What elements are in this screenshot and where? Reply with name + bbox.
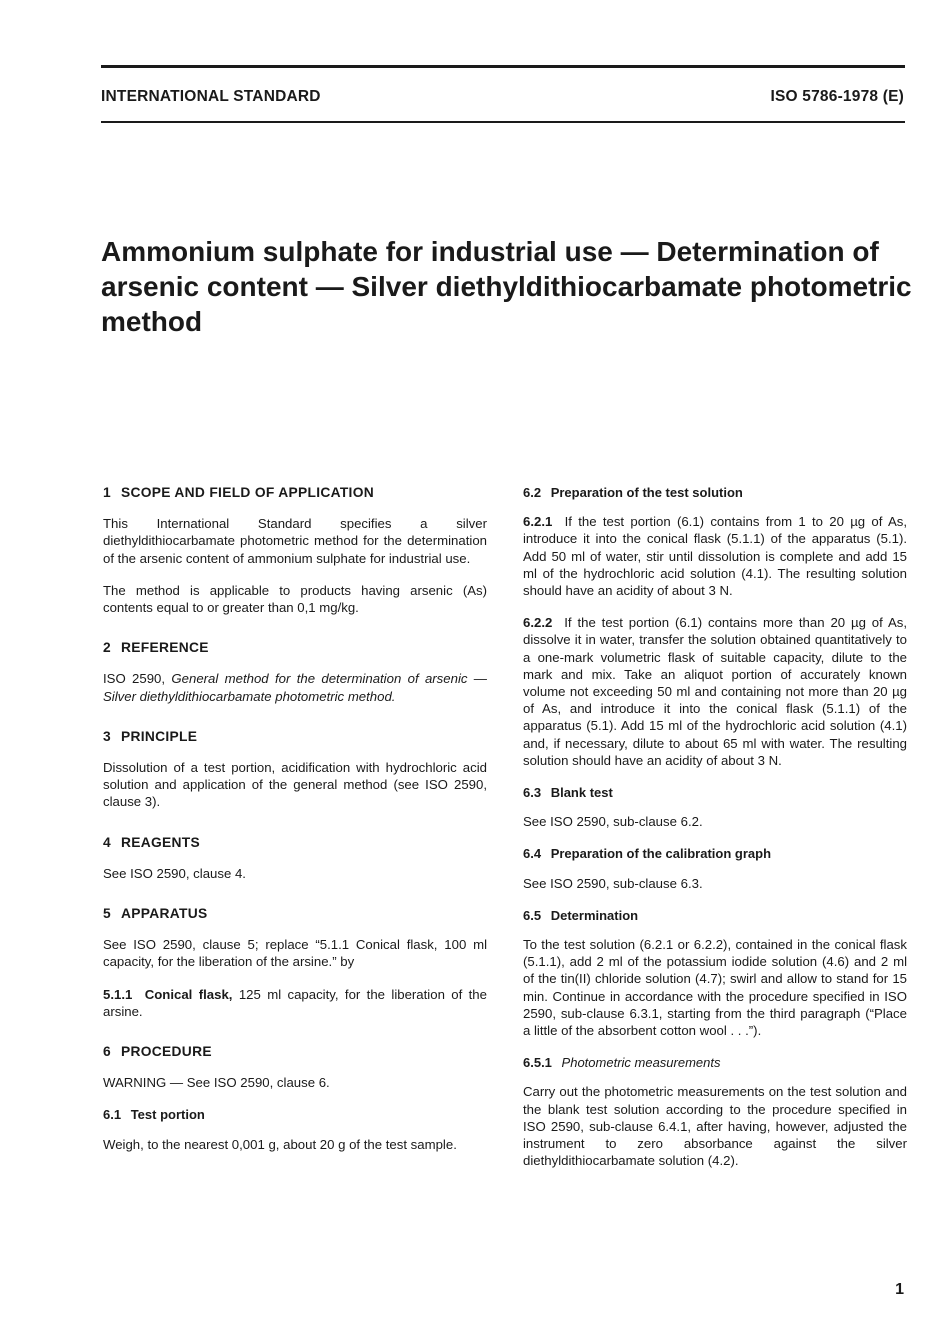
paragraph: 5.1.1 Conical flask, 125 ml capacity, for the liberation of the arsine. <box>103 986 487 1019</box>
paragraph: 6.2.1 If the test portion (6.1) contains from 1 to 20 µg of As, introduce it into the conical flask (5.1.1) of the apparatus (5.1). Add 50 ml of water, stir until dissolution is complete and add 15 ml of the hydrochloric acid solution (4.1). The resulting solution should have an acidity of about 3 N. <box>523 514 907 599</box>
section-heading: 5 APPARATUS <box>103 906 208 922</box>
standard-number: ISO 5786-1978 (E) <box>770 88 904 105</box>
paragraph: 6.2.2 If the test portion (6.1) contains more than 20 µg of As, dissolve it in water, transfer the solution obtained quantitatively to a one-mark volumetric flask of suitable capacity, dilute to the mark and mix. Take an aliquot portion of accurately known volume not exceeding 50 ml and containing not more than 20 µg of As, and introduce it into the conical flask (5.1.1) of the apparatus (5.1). Add 15 ml of the hydrochloric acid solution (4.1) and, if necessary, dilute to about 65 ml with water. The resulting solution should have an acidity of about 3 N. <box>523 615 907 768</box>
reference-paragraph: ISO 2590, General method for the determination of arsenic — Silver diethyldithiocarbamate photometric method. <box>103 671 487 704</box>
sub-subsection-heading: 6.5.1 Photometric measurements <box>523 1055 721 1071</box>
left-column <box>103 484 487 1168</box>
paragraph: See ISO 2590, clause 5; replace “5.1.1 Conical flask, 100 ml capacity, for the liberation of the arsine.” by <box>103 937 487 970</box>
paragraph: Weigh, to the nearest 0,001 g, about 20 g of the test sample. <box>103 1136 457 1152</box>
paragraph: To the test solution (6.2.1 or 6.2.2), contained in the conical flask (5.1.1), add 2 ml of the potassium iodide solution (4.6) and 2 ml of the tin(II) chloride solution (4.7); swirl and allow to stand for 15 min. Continue in accordance with the procedure specified in ISO 2590, sub-clause 6.3.1, starting from the third paragraph (“Place a little of the absorbent cotton wool . . .”). <box>523 937 907 1039</box>
section-heading: 3 PRINCIPLE <box>103 728 198 744</box>
right-column <box>523 484 907 1185</box>
header-bottom-rule <box>101 121 905 123</box>
subsection-heading: 6.4 Preparation of the calibration graph <box>523 846 772 862</box>
subsection-heading: 6.5 Determination <box>523 907 639 923</box>
standard-type-label: INTERNATIONAL STANDARD <box>101 88 321 105</box>
subsection-heading: 6.1 Test portion <box>103 1107 205 1123</box>
paragraph: See ISO 2590, sub-clause 6.3. <box>523 875 703 891</box>
paragraph: See ISO 2590, sub-clause 6.2. <box>523 814 703 830</box>
subsection-heading: 6.3 Blank test <box>523 785 613 801</box>
section-heading: 2 REFERENCE <box>103 640 209 656</box>
paragraph: Dissolution of a test portion, acidification with hydrochloric acid solution and application of the general method (see ISO 2590, clause 3). <box>103 760 487 810</box>
paragraph: See ISO 2590, clause 4. <box>103 865 246 881</box>
section-heading: 6 PROCEDURE <box>103 1044 212 1060</box>
paragraph: The method is applicable to products having arsenic (As) contents equal to or greater than 0,1 mg/kg. <box>103 582 487 616</box>
subsection-heading: 6.2 Preparation of the test solution <box>523 485 743 500</box>
page-number: 1 <box>895 1281 904 1298</box>
paragraph: Carry out the photometric measurements on the test solution and the blank test solution according to the procedure specified in ISO 2590, sub-clause 6.4.1, after having, however, adjusted the instrument to zero absorbance against the silver diethyldithiocarbamate solution (4.2). <box>523 1084 907 1169</box>
header-top-rule <box>101 65 905 68</box>
section-heading: 1 SCOPE AND FIELD OF APPLICATION <box>103 485 374 500</box>
paragraph: This International Standard specifies a silver diethyldithiocarbamate photometric method for the determination of the arsenic content of ammonium sulphate for industrial use. <box>103 516 487 566</box>
document-title: Ammonium sulphate for industrial use — Determination of arsenic content — Silver diethyldithiocarbamate photometric method <box>101 236 912 337</box>
section-heading: 4 REAGENTS <box>103 834 201 850</box>
warning-paragraph: WARNING — See ISO 2590, clause 6. <box>103 1075 330 1091</box>
